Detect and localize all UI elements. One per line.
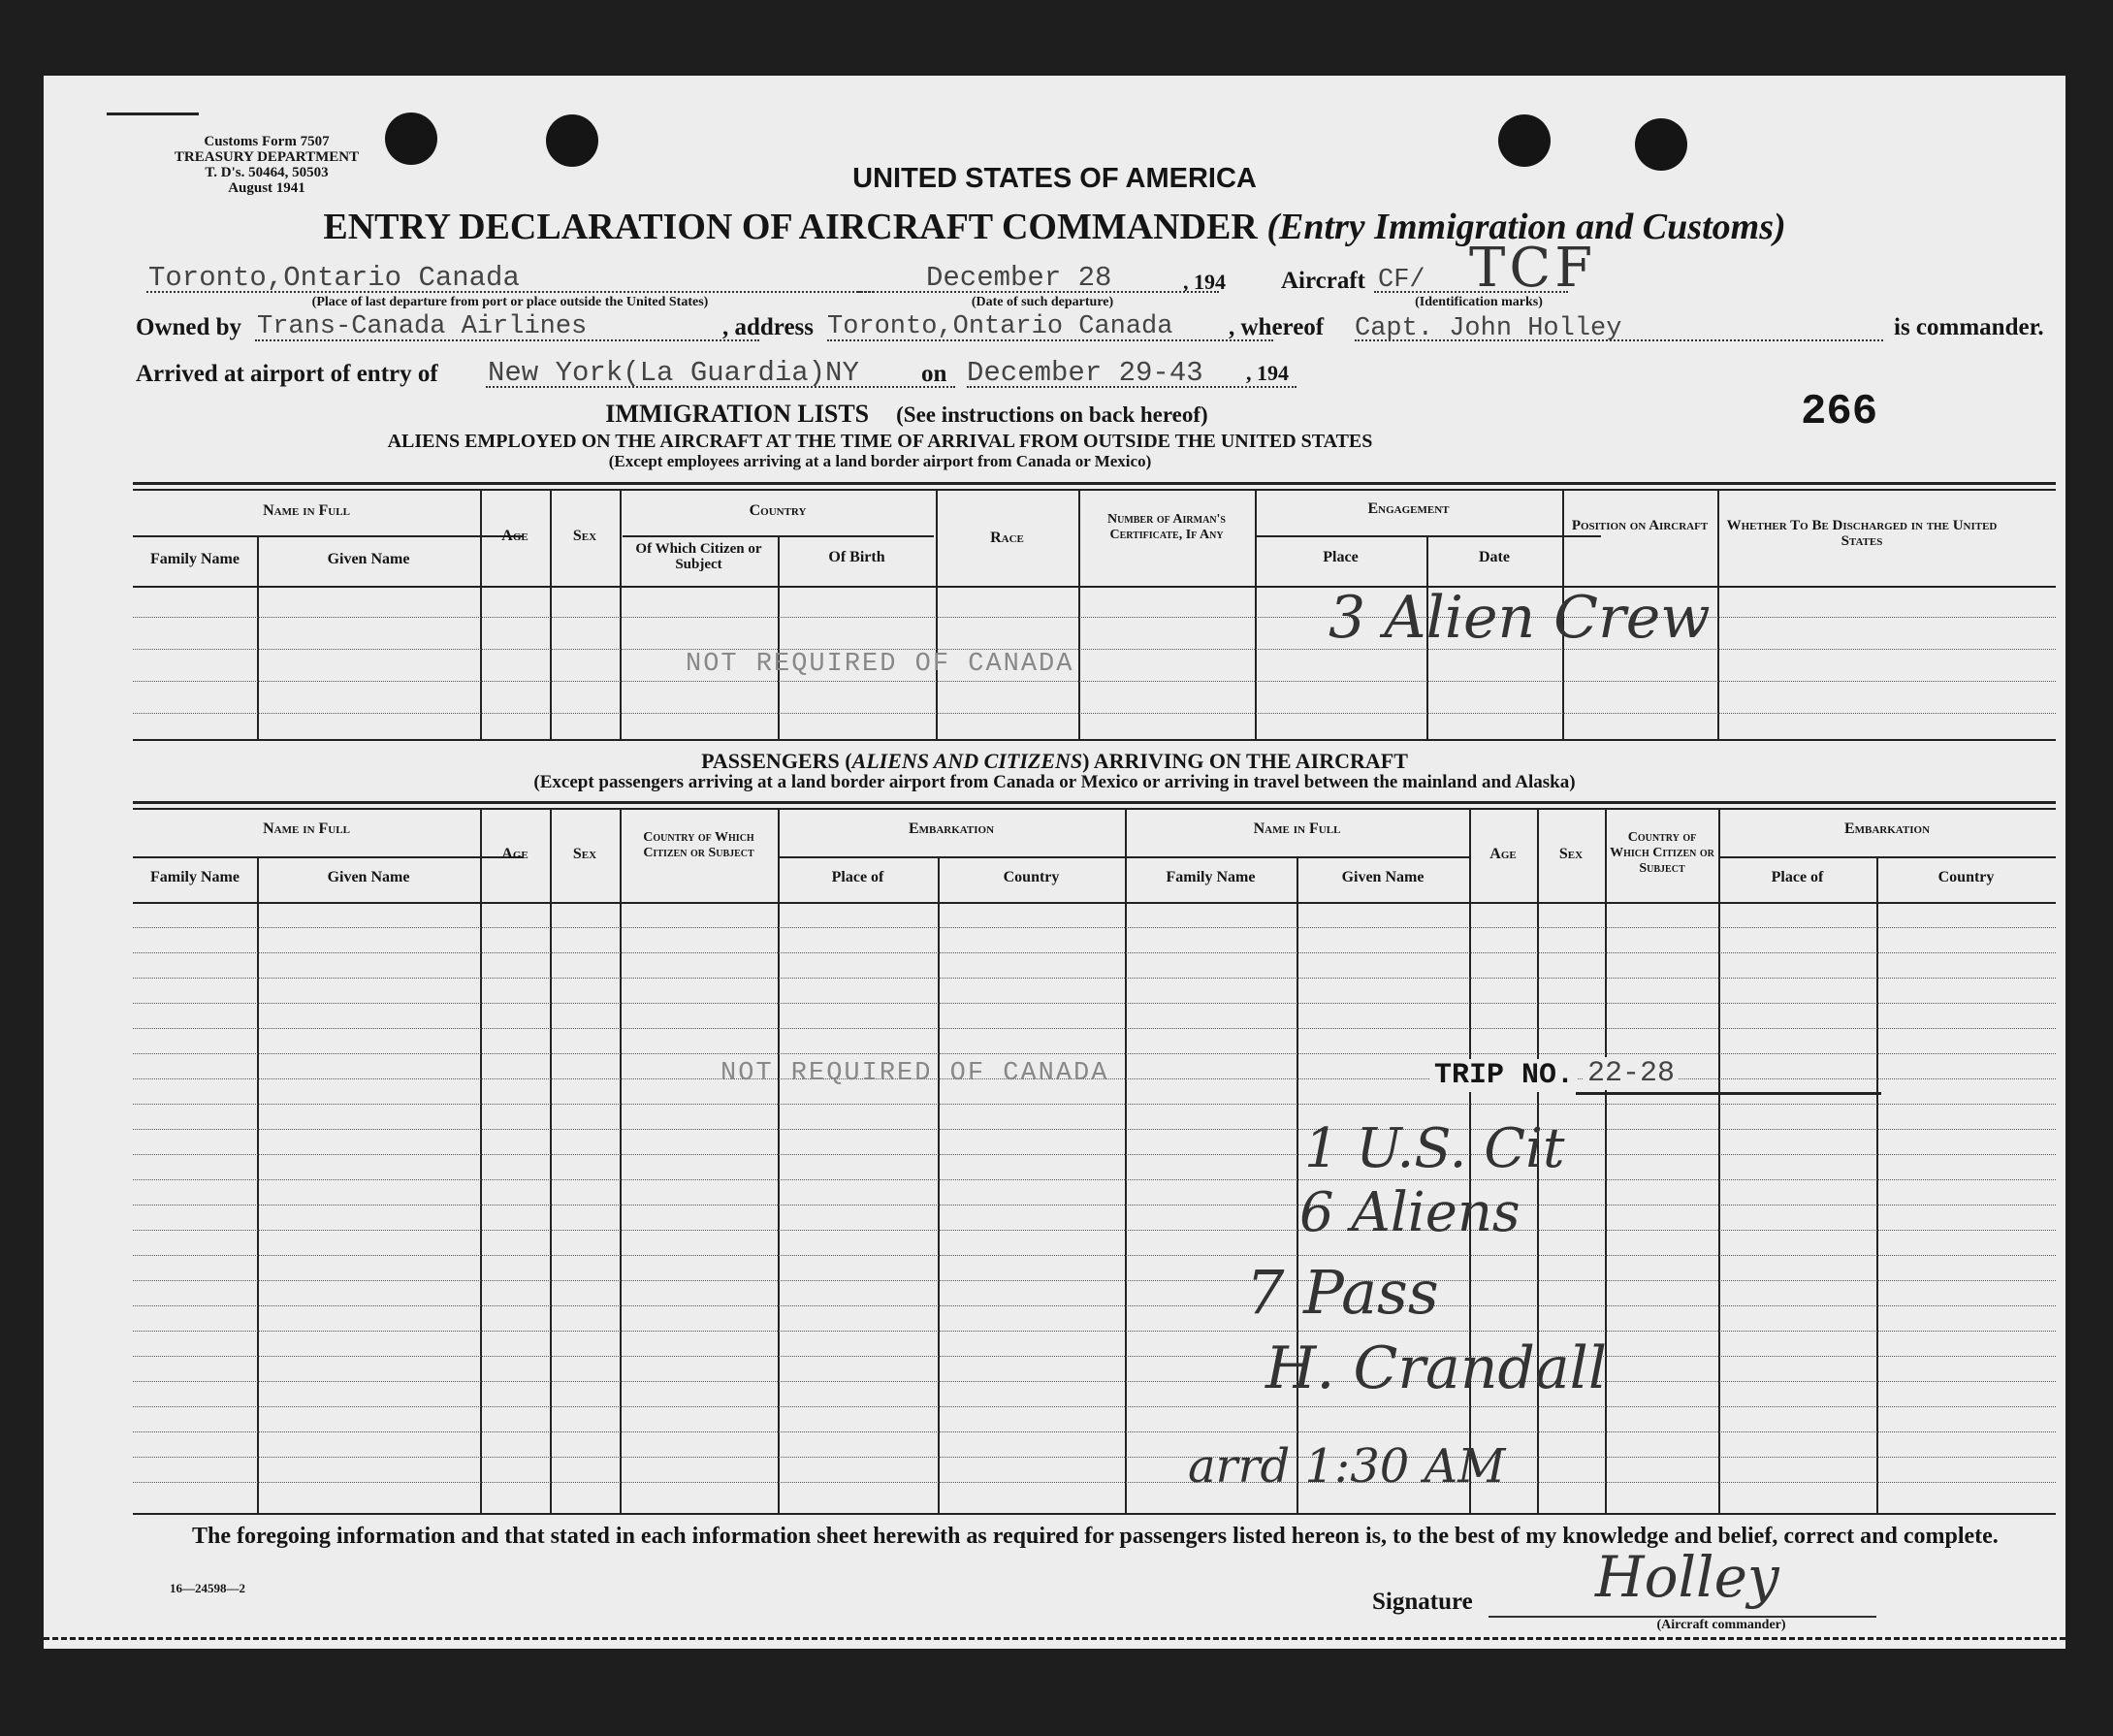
signature-caption: (Aircraft commander)	[1656, 1618, 1786, 1632]
arrival-year-label: , 194	[1246, 361, 1289, 385]
handwritten-aliens: 6 Aliens	[1299, 1181, 1521, 1244]
handwritten-pass: 7 Pass	[1246, 1257, 1439, 1328]
passengers-title-c: ) ARRIVING ON THE AIRCRAFT	[1082, 749, 1408, 773]
pax-col-name-in-full: Name in Full	[263, 820, 350, 837]
aircraft-hand-mark: TCF	[1469, 237, 1597, 300]
crew-col-date: Date	[1479, 549, 1510, 565]
form-sheet	[44, 76, 2065, 1649]
crew-col-sex: Sex	[572, 528, 597, 544]
immigration-subtitle: ALIENS EMPLOYED ON THE AIRCRAFT AT THE TIME OF ARRIVAL FROM OUTSIDE THE UNITED STATES	[387, 431, 1373, 452]
form-identifier: Customs Form 7507 TREASURY DEPARTMENT T. D's. 50464, 50503 August 1941	[174, 134, 360, 196]
arrival-date-line	[967, 386, 1297, 388]
form-title	[44, 206, 2065, 248]
departure-place-line	[146, 291, 874, 293]
crew-col-age: Age	[501, 528, 528, 544]
immigration-title-note: (See instructions on back hereof)	[896, 402, 1208, 427]
trip-underline	[1576, 1092, 1881, 1095]
pax-col-citizen-2: Country of Which Citizen or Subject	[1610, 830, 1714, 876]
pen-mark	[107, 113, 199, 115]
form-title-paren: (Entry Immigration and Customs)	[1266, 207, 1786, 247]
whereof-label: , whereof	[1229, 314, 1325, 340]
address-line	[827, 339, 1273, 341]
pax-col-age-2: Age	[1489, 846, 1517, 862]
commander-signature: Holley	[1595, 1544, 1779, 1610]
crew-col-given-name: Given Name	[327, 551, 410, 567]
pax-col-country-2: Country	[1937, 869, 1995, 885]
pax-not-required-stamp: NOT REQUIRED OF CANADA	[720, 1059, 1109, 1088]
handwritten-arrival-time: arrd 1:30 AM	[1188, 1439, 1506, 1494]
trip-value: 22-28	[1584, 1057, 1679, 1090]
crew-col-citizen: Of Which Citizen or Subject	[635, 541, 762, 572]
departure-place: Toronto,Ontario Canada	[148, 262, 520, 294]
aircraft-value: CF/	[1378, 266, 1425, 295]
form-title-main: ENTRY DECLARATION OF AIRCRAFT COMMANDER	[323, 207, 1258, 247]
handwritten-us-cit: 1 U.S. Cit	[1304, 1117, 1565, 1180]
aircraft-label: Aircraft	[1281, 268, 1365, 294]
pax-col-name-in-full-2: Name in Full	[1253, 820, 1341, 837]
pax-col-sex-2: Sex	[1558, 846, 1584, 862]
arrival-date: December 29-43	[967, 357, 1203, 389]
pax-col-place-of: Place of	[831, 869, 884, 885]
pax-col-family-name-2: Family Name	[1166, 869, 1256, 885]
commander-label: is commander.	[1894, 314, 2044, 340]
arrival-airport-line	[486, 386, 955, 388]
owner-value: Trans-Canada Airlines	[257, 312, 588, 341]
crew-col-certificate: Number of Airman's Certificate, If Any	[1106, 512, 1226, 542]
pax-col-given-name-2: Given Name	[1341, 869, 1425, 885]
address-label: , address	[722, 314, 815, 340]
immigration-subnote: (Except employees arriving at a land border airport from Canada or Mexico)	[608, 452, 1152, 470]
passengers-subtitle: (Except passengers arriving at a land border airport from Canada or Mexico or arriving in travel between the mainland and Alaska)	[533, 772, 1576, 792]
passengers-title-a: PASSENGERS (	[701, 749, 852, 773]
pax-col-age: Age	[501, 846, 528, 862]
departure-date: December 28	[926, 262, 1112, 294]
departure-date-line	[858, 291, 1219, 293]
crew-col-engagement: Engagement	[1367, 500, 1450, 517]
arrival-airport: New York(La Guardia)NY	[488, 357, 859, 389]
pax-col-embarkation: Embarkation	[908, 820, 995, 837]
departure-date-caption: (Date of such departure)	[971, 295, 1114, 309]
country-heading: UNITED STATES OF AMERICA	[852, 163, 1257, 194]
punch-hole	[546, 114, 598, 167]
arrival-label: Arrived at airport of entry of	[136, 361, 438, 387]
departure-year-label: , 194	[1183, 270, 1226, 294]
pax-col-given-name: Given Name	[327, 869, 410, 885]
arrival-on-label: on	[921, 361, 947, 387]
certification-statement: The foregoing information and that stated in each information sheet herewith as required for passengers listed hereon is, to the best of my knowledge and belief, correct and complete.	[192, 1524, 1999, 1549]
crew-col-name-in-full: Name in Full	[263, 502, 350, 519]
owner-line	[255, 339, 759, 341]
crew-col-country: Country	[749, 502, 807, 519]
passengers-title-b: ALIENS AND CITIZENS	[851, 749, 1083, 773]
pax-col-family-name: Family Name	[150, 869, 240, 885]
declaration-number: 266	[1801, 388, 1878, 436]
immigration-title: IMMIGRATION LISTS	[605, 400, 870, 428]
crew-col-position: Position on Aircraft	[1571, 518, 1709, 533]
crew-col-place: Place	[1323, 549, 1359, 565]
commander-line	[1355, 339, 1883, 341]
crew-col-birth: Of Birth	[828, 549, 885, 565]
handwritten-inspector: H. Crandall	[1265, 1334, 1608, 1402]
passengers-heading	[44, 749, 2065, 774]
owned-by-label: Owned by	[136, 314, 242, 340]
immigration-heading	[44, 400, 1498, 429]
pax-col-place-of-2: Place of	[1771, 869, 1824, 885]
crew-not-required-stamp: NOT REQUIRED OF CANADA	[686, 650, 1074, 679]
form-code: 16—24598—2	[170, 1581, 245, 1595]
crew-col-family-name: Family Name	[150, 551, 240, 567]
address-value: Toronto,Ontario Canada	[827, 312, 1173, 341]
perforation-edge	[44, 1637, 2065, 1640]
aircraft-line	[1374, 291, 1568, 293]
crew-col-discharged: Whether To Be Discharged in the United States	[1726, 518, 1998, 549]
aircraft-caption: (Identification marks)	[1415, 295, 1543, 309]
crew-handwritten-note: 3 Alien Crew	[1329, 584, 1711, 652]
pax-col-sex: Sex	[572, 846, 597, 862]
crew-col-race: Race	[990, 530, 1024, 546]
pax-col-citizen: Country of Which Citizen or Subject	[643, 830, 754, 860]
punch-hole	[1498, 114, 1551, 167]
signature-label: Signature	[1372, 1589, 1473, 1615]
commander-value: Capt. John Holley	[1355, 314, 1622, 343]
pax-col-embarkation-2: Embarkation	[1843, 820, 1931, 837]
departure-place-caption: (Place of last departure from port or place outside the United States)	[311, 295, 709, 309]
trip-label: TRIP NO.	[1430, 1059, 1578, 1092]
pax-col-country: Country	[1003, 869, 1060, 885]
